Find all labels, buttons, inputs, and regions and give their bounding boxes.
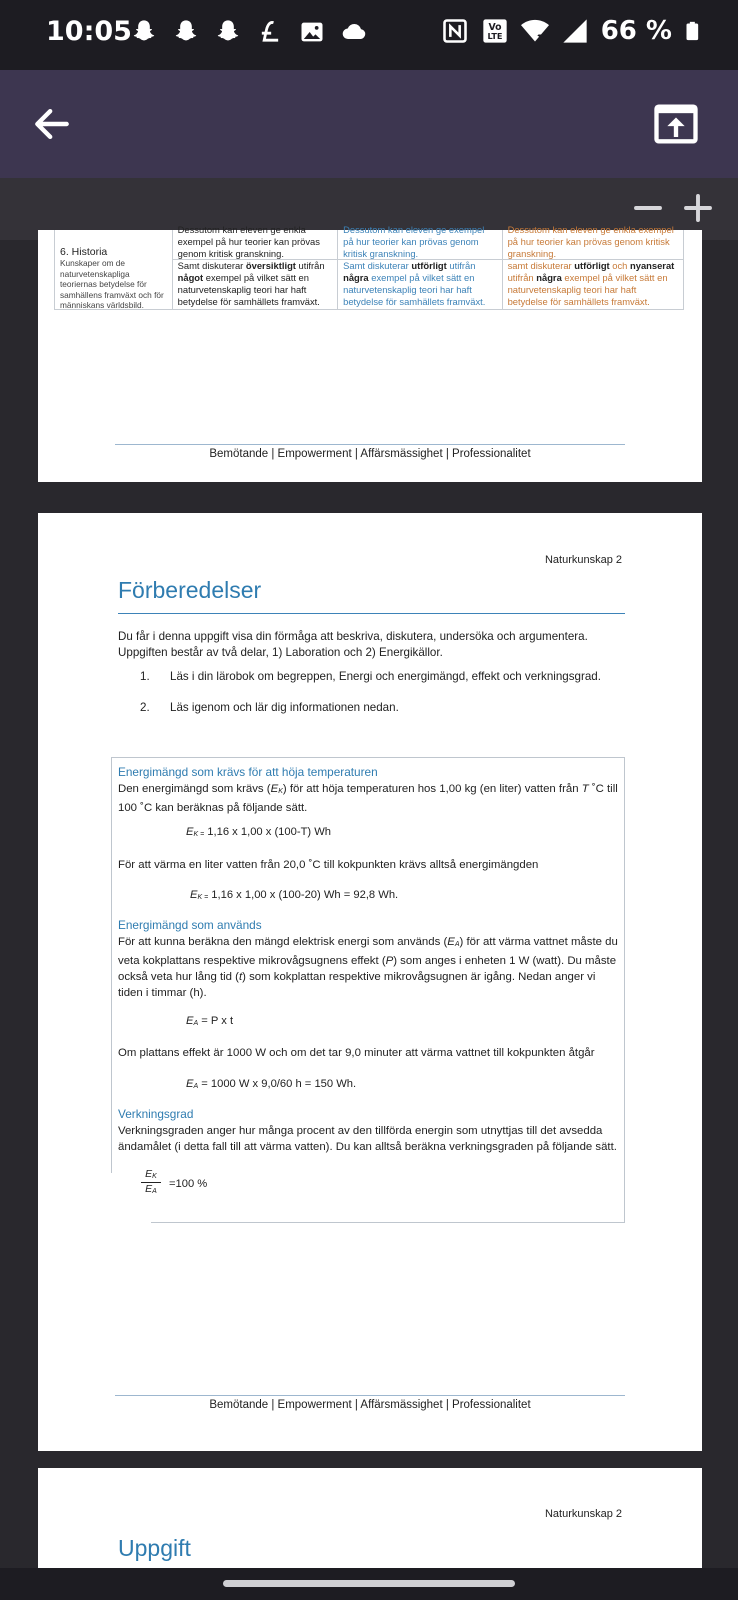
system-status-icons — [441, 16, 704, 46]
list-item: 1. Läs i din lärobok om begreppen, Energi och energimängd, effekt och verkningsgrad. — [140, 670, 601, 683]
section-heading: Verkningsgrad — [118, 1107, 194, 1121]
box-paragraph: Om plattans effekt är 1000 W och om det tar 9,0 minuter att värma vattnet till kokpunkten åtgår — [118, 1047, 595, 1059]
efficiency-fraction: $\frac{E_K}{E_A}$ — [141, 1168, 161, 1195]
formula: =100 % — [169, 1178, 208, 1190]
criterion-title: 6. Historia — [60, 246, 108, 258]
status-time: 10:05 — [46, 16, 132, 47]
table-cell — [55, 230, 173, 309]
snapchat-icon — [214, 18, 242, 46]
table-cell — [503, 224, 683, 309]
script-l-icon — [256, 18, 284, 46]
battery-percent: 66 % — [600, 16, 672, 46]
home-gesture-handle[interactable] — [223, 1580, 515, 1587]
criterion-description: Kunskaper om de naturvetenskapliga teoriernas betydelse för samhällens framväxt och för människans världsbild. — [60, 258, 164, 310]
wifi-icon — [521, 17, 549, 45]
formula: $E_A = 1000$ W x 9,0/60 h = 150 Wh. — [186, 1078, 357, 1090]
box-paragraph: Verkningsgraden anger hur många procent av den tillförda energin som utnyttjas till det avsedda ändamålet (i detta fall till att värma vatten). Du kan alltså beräkna verkningsgraden på följande sätt. — [118, 1125, 617, 1153]
cell-text: samt diskuterar utförligt och nyanserat utifrån några exempel på vilket sätt en naturvetenskaplig teori har haft betydelse för samhällets framväxt. — [507, 260, 675, 307]
cell-text: Dessutom kan eleven ge enkla exempel på hur teorier kan prövas genom kritisk granskning. — [507, 224, 674, 259]
page-title: Uppgift — [118, 1535, 191, 1561]
box-paragraph: För att värma en liter vatten från 20,0 ˚C till kokpunkten krävs alltså energimängden — [118, 859, 539, 871]
open-in-app-icon[interactable] — [650, 98, 702, 150]
section-heading: Energimängd som krävs för att höja temperaturen — [118, 765, 378, 779]
list-item: 2. Läs igenom och lär dig informationen nedan. — [140, 701, 399, 714]
table-cell — [338, 224, 502, 309]
battery-icon — [684, 17, 704, 45]
table-cell — [173, 224, 338, 309]
page-footer: Bemötande | Empowerment | Affärsmässighet | Professionalitet — [209, 448, 531, 460]
nfc-icon — [441, 17, 469, 45]
section-heading: Energimängd som används — [118, 918, 262, 932]
status-bar — [0, 0, 738, 70]
cell-text: Samt diskuterar utförligt utifrån några exempel på vilket sätt en naturvetenskaplig teori har haft betydelse för samhällets framväxt. — [343, 260, 486, 307]
box-paragraph: För att kunna beräkna den mängd elektrisk energi som används $(E_A)$ för att värma vattnet måste du veta kokplattans respektive mikrovågsugnens effekt (P) som anges i enheten 1 W (watt). Du måste också veta hur lång tid (t) som kokplattan respektive mikrovågsugnen är igång. Nedan anger vi tiden i timmar (h). — [118, 936, 618, 999]
svg-text:LTE: LTE — [487, 31, 503, 42]
page-title: Förberedelser — [118, 577, 262, 603]
zoom-out-button[interactable] — [630, 190, 666, 226]
formula: $E_A = P$ x t — [186, 1015, 234, 1027]
volte-icon — [481, 17, 509, 45]
notification-icons — [130, 18, 368, 46]
app-bar — [0, 70, 738, 178]
cell-text: Samt diskuterar översiktligt utifrån något exempel på vilket sätt en naturvetenskaplig teori har haft betydelse för samhällets framväxt. — [177, 260, 325, 307]
page-footer: Bemötande | Empowerment | Affärsmässighet | Professionalitet — [209, 1399, 531, 1411]
signal-icon — [561, 17, 589, 45]
pdf-page — [38, 513, 702, 1451]
image-icon — [298, 18, 326, 46]
document-viewer[interactable] — [0, 224, 738, 1568]
zoom-in-button[interactable] — [680, 190, 716, 226]
arrow-left-icon[interactable] — [30, 102, 74, 146]
svg-text:Vo: Vo — [488, 21, 502, 33]
snapchat-icon — [172, 18, 200, 46]
page-header: Naturkunskap 2 — [544, 1508, 622, 1520]
pdf-page — [38, 224, 702, 482]
box-paragraph: Den energimängd som krävs $(E_K)$ för att höja temperaturen hos 1,00 kg (en liter) vatten från T ˚C till 100 ˚C kan beräknas på följande sätt. — [118, 783, 618, 814]
page-header: Naturkunskap 2 — [544, 554, 622, 566]
formula: $E_{K =}$ 1,16 x 1,00 x (100-T) Wh — [186, 826, 332, 838]
cloud-icon — [340, 18, 368, 46]
cell-text: Dessutom kan eleven ge enkla exempel på hur teorier kan prövas genom kritisk granskning. — [177, 224, 320, 259]
snapchat-icon — [130, 18, 158, 46]
cell-text: Dessutom kan eleven ge exempel på hur teorier kan prövas genom kritisk granskning. — [343, 224, 485, 259]
gesture-nav-bar — [0, 1568, 738, 1600]
grading-table — [54, 224, 684, 310]
intro-paragraph: Du får i denna uppgift visa din förmåga att beskriva, diskutera, undersöka och argumentera. Uppgiften består av två delar, 1) Laboration och 2) Energikällor. — [118, 630, 588, 659]
formula: $E_{K =}$ 1,16 x 1,00 x (100-20) Wh = 92,8 Wh. — [190, 889, 399, 901]
